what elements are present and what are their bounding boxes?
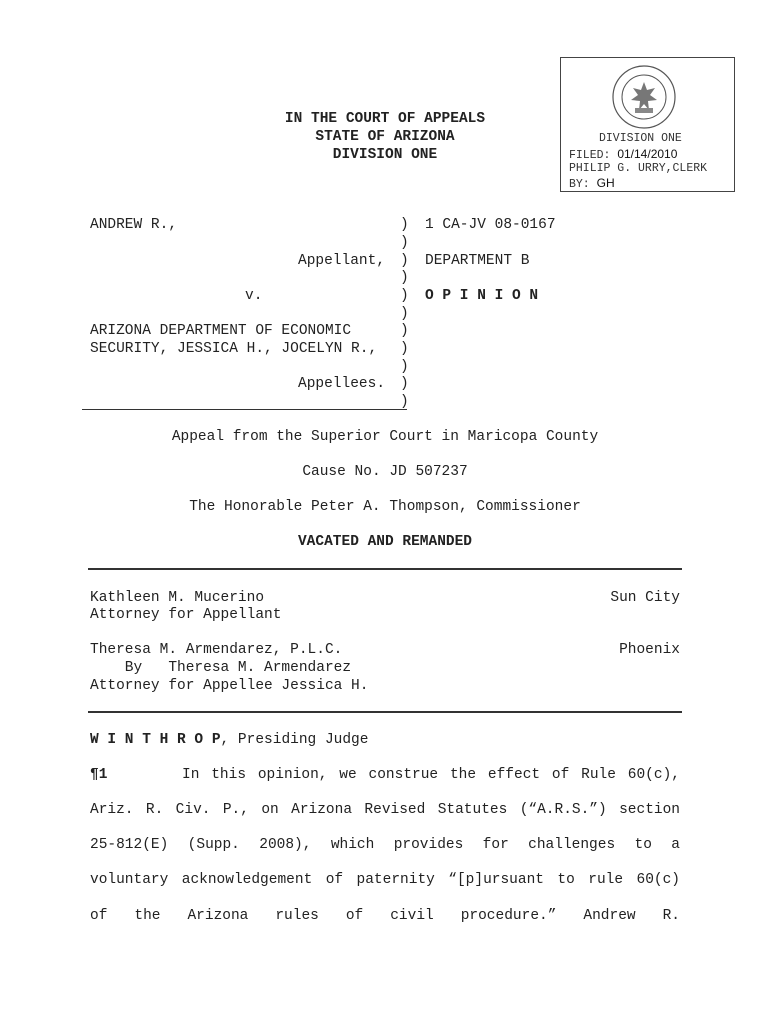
opinion-line-2: Ariz. R. Civ. P., on Arizona Revised Statutes (“A.R.S.”) section	[90, 802, 680, 818]
bracket: )	[400, 306, 409, 322]
counsel-1-name: Kathleen M. Mucerino	[90, 590, 265, 606]
cause-number: Cause No. JD 507237	[302, 464, 468, 480]
filing-stamp	[560, 57, 735, 192]
appellant-name: ANDREW R.,	[90, 217, 178, 233]
bracket: )	[400, 359, 409, 375]
stamp-by	[569, 176, 615, 191]
bracket: )	[400, 270, 409, 286]
divider-top	[88, 568, 682, 570]
bracket: )	[400, 341, 409, 357]
counsel-1-city: Sun City	[610, 590, 680, 606]
bracket: )	[400, 235, 409, 251]
counsel-2-name: Theresa M. Armendarez, P.L.C.	[90, 642, 343, 658]
counsel-2-role: Attorney for Appellee Jessica H.	[90, 678, 369, 694]
author-title: , Presiding Judge	[220, 732, 369, 748]
bracket: )	[400, 217, 409, 233]
appellees-role: Appellees.	[298, 376, 386, 392]
stamp-division: DIVISION ONE	[599, 132, 682, 145]
opinion-author	[90, 732, 368, 748]
opinion-line-1: In this opinion, we construe the effect of Rule 60(c),	[182, 767, 680, 783]
appellant-role: Appellant,	[298, 253, 386, 269]
versus: v.	[245, 288, 263, 304]
court-line-3: DIVISION ONE	[332, 147, 438, 163]
bracket: )	[400, 323, 409, 339]
counsel-2-city: Phoenix	[619, 642, 680, 658]
stamp-clerk: PHILIP G. URRY,CLERK	[569, 162, 708, 175]
court-seal-icon	[611, 64, 677, 130]
opinion-line-3: 25-812(E) (Supp. 2008), which provides for challenges to a	[90, 837, 680, 853]
presiding-commissioner: The Honorable Peter A. Thompson, Commissioner	[189, 499, 581, 515]
caption-underline	[82, 409, 407, 410]
author-name: W I N T H R O P	[90, 732, 221, 748]
department: DEPARTMENT B	[425, 253, 530, 269]
paragraph-mark: ¶1	[90, 767, 108, 783]
opinion-line-4: voluntary acknowledgement of paternity “[p]ursuant to rule 60(c)	[90, 872, 680, 888]
opinion-line-5: of the Arizona rules of civil procedure.” Andrew R.	[90, 908, 680, 924]
court-line-1: IN THE COURT OF APPEALS	[284, 111, 486, 127]
court-line-2: STATE OF ARIZONA	[315, 129, 455, 145]
stamp-filed	[569, 147, 677, 162]
counsel-2-by: By Theresa M. Armendarez	[90, 660, 352, 676]
document-type: O P I N I O N	[425, 288, 539, 304]
bracket: )	[400, 288, 409, 304]
disposition: VACATED AND REMANDED	[297, 534, 473, 550]
case-number: 1 CA-JV 08-0167	[425, 217, 556, 233]
bracket: )	[400, 394, 409, 410]
appellees-line-1: ARIZONA DEPARTMENT OF ECONOMIC	[90, 323, 352, 339]
bracket: )	[400, 253, 409, 269]
appeal-from: Appeal from the Superior Court in Maricopa County	[171, 429, 599, 445]
counsel-1-role: Attorney for Appellant	[90, 607, 282, 623]
appellees-line-2: SECURITY, JESSICA H., JOCELYN R.,	[90, 341, 378, 357]
stamp-filed-date: 01/14/2010	[617, 147, 678, 161]
stamp-by-label: BY:	[569, 178, 590, 191]
bracket: )	[400, 376, 409, 392]
stamp-by-initials: GH	[596, 176, 615, 190]
stamp-filed-label: FILED:	[569, 149, 611, 162]
divider-bottom	[88, 711, 682, 713]
